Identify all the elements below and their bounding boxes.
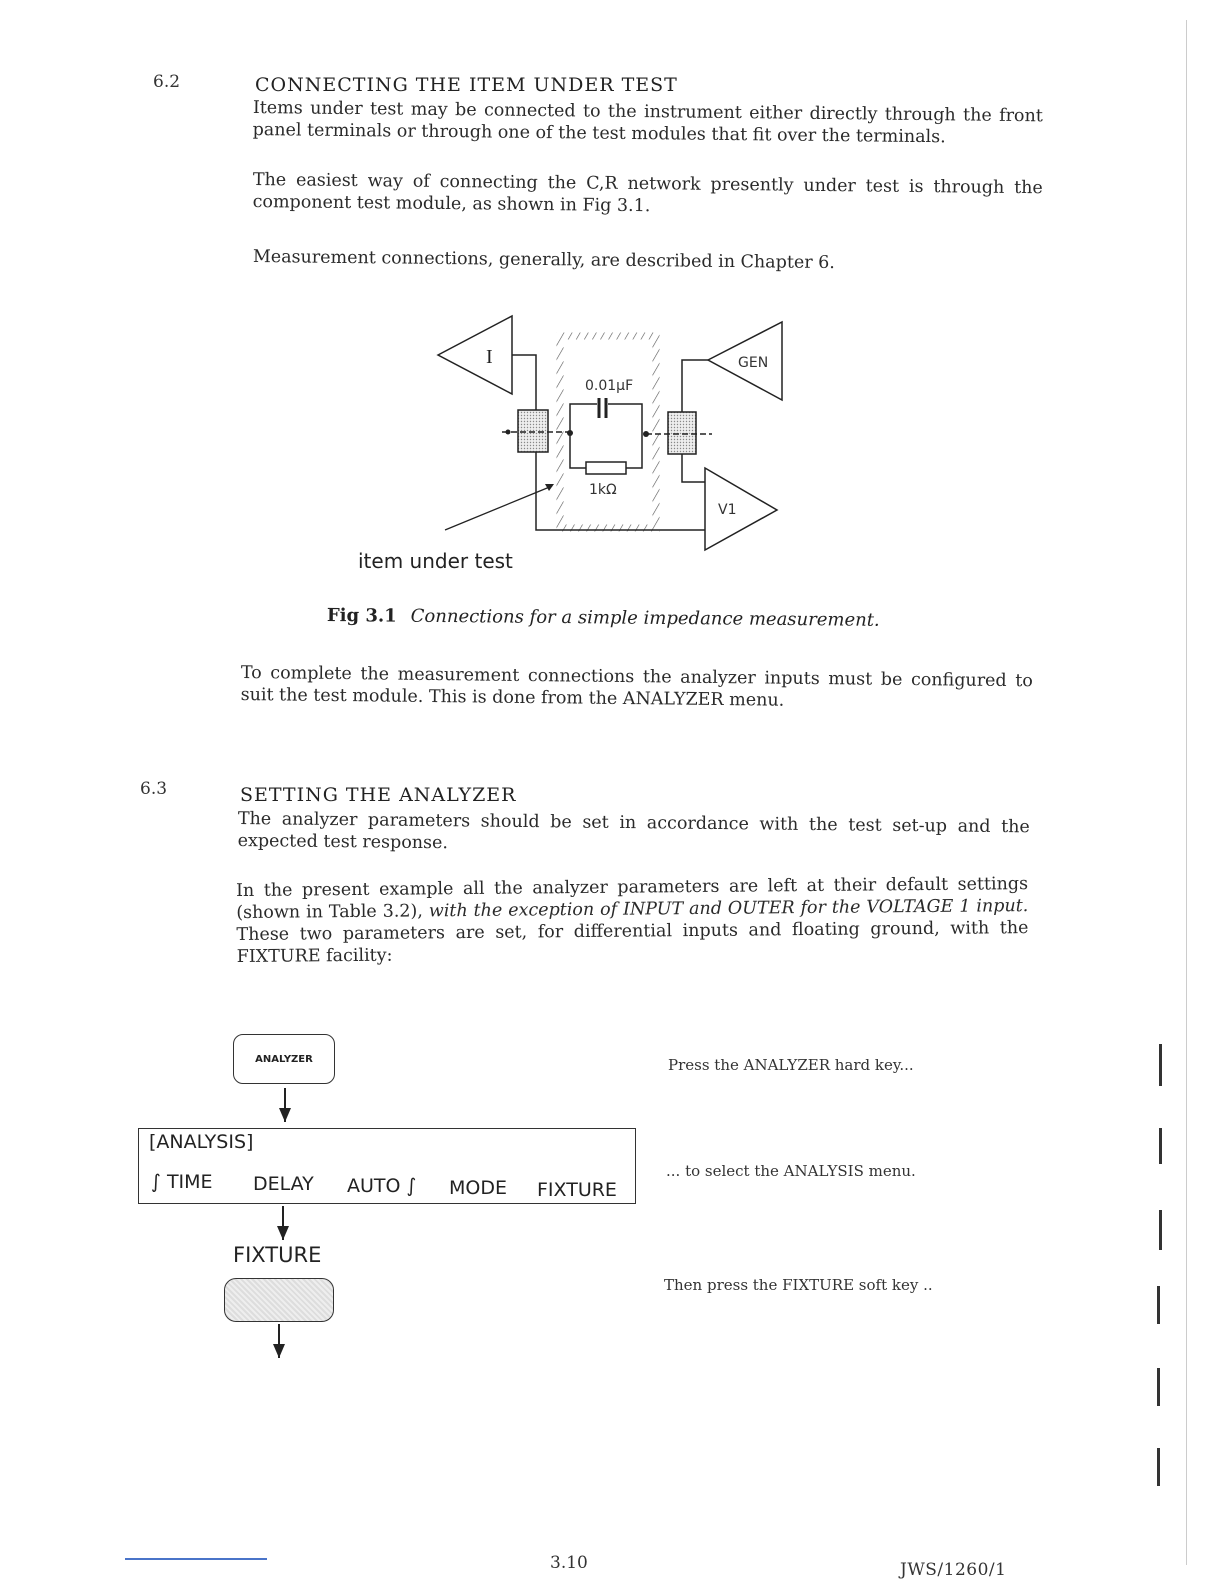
label-V1: V1 — [718, 502, 737, 518]
instruction-note: Then press the FIXTURE soft key .. — [664, 1276, 933, 1294]
caption-text: Connections for a simple impedance measurement. — [410, 605, 880, 631]
section-title-6-3: SETTING THE ANALYZER — [240, 784, 517, 806]
softkey-auto-integral[interactable]: AUTO ∫ — [347, 1175, 417, 1197]
para-text: In the present example all the analyzer parameters are left at their default settings (shown in Table 3.2), — [236, 874, 1029, 923]
paragraph: Items under test may be connected to the instrument either directly through the front panel terminals or through one of the test modules that fit over the terminals. — [252, 97, 1043, 148]
paragraph: To complete the measurement connections the analyzer inputs must be configured to suit the test module. This is done from the ANALYZER menu. — [240, 662, 1033, 711]
fixture-label: FIXTURE — [233, 1243, 322, 1267]
scan-edge-line — [1186, 20, 1187, 1565]
section-title-6-2: CONNECTING THE ITEM UNDER TEST — [255, 74, 678, 96]
instruction-note: ... to select the ANALYSIS menu. — [666, 1162, 916, 1180]
margin-mark — [1159, 1044, 1162, 1086]
document-id: JWS/1260/1 — [900, 1560, 1007, 1580]
right-terminal — [668, 412, 696, 454]
down-arrow-icon — [272, 1324, 286, 1360]
margin-mark — [1159, 1128, 1162, 1164]
softkey-delay[interactable]: DELAY — [253, 1173, 314, 1195]
softkey-mode[interactable]: MODE — [449, 1177, 507, 1199]
connection-diagram — [340, 300, 810, 590]
margin-mark — [1157, 1286, 1160, 1324]
margin-mark — [1157, 1448, 1160, 1486]
paragraph: The easiest way of connecting the C,R network presently under test is through the component test module, as shown in Fig 3.1. — [252, 169, 1043, 217]
analysis-menu-display — [138, 1128, 636, 1204]
resistor — [586, 462, 626, 474]
current-amplifier — [438, 316, 512, 394]
page-number: 3.10 — [550, 1553, 588, 1573]
bottom-rule — [125, 1558, 267, 1560]
label-I: I — [486, 346, 493, 368]
para-text: These two parameters are set, for differential inputs and floating ground, with the FIXTURE facility: — [236, 918, 1029, 967]
section-number-6-3: 6.3 — [140, 779, 168, 799]
label-capacitance: 0.01μF — [585, 378, 634, 394]
down-arrow-icon — [278, 1088, 292, 1124]
label-resistance: 1kΩ — [589, 482, 617, 498]
margin-mark — [1159, 1210, 1162, 1250]
paragraph: Measurement connections, generally, are described in Chapter 6. — [252, 246, 835, 274]
paragraph — [236, 873, 1029, 968]
softkey-integral-time[interactable]: ∫ TIME — [151, 1171, 213, 1193]
section-number-6-2: 6.2 — [153, 72, 181, 92]
caption-number: Fig 3.1 — [326, 605, 397, 627]
voltage-amplifier — [705, 468, 777, 550]
left-terminal — [518, 410, 548, 452]
para-emphasis: with the exception of INPUT and OUTER for the VOLTAGE 1 input. — [428, 896, 1029, 922]
margin-mark — [1157, 1368, 1160, 1406]
label-item-under-test: item under test — [358, 549, 513, 573]
analyzer-hard-key[interactable] — [233, 1034, 335, 1084]
fixture-soft-key[interactable] — [224, 1278, 334, 1322]
paragraph: The analyzer parameters should be set in accordance with the test set-up and the expected test response. — [237, 808, 1030, 854]
menu-title: [ANALYSIS] — [149, 1131, 254, 1153]
instruction-note: Press the ANALYZER hard key... — [668, 1056, 914, 1074]
analyzer-key-label: ANALYZER — [255, 1053, 313, 1065]
label-GEN: GEN — [738, 355, 769, 371]
figure-caption — [327, 605, 880, 631]
down-arrow-icon — [276, 1206, 290, 1242]
softkey-fixture[interactable]: FIXTURE — [537, 1179, 617, 1201]
